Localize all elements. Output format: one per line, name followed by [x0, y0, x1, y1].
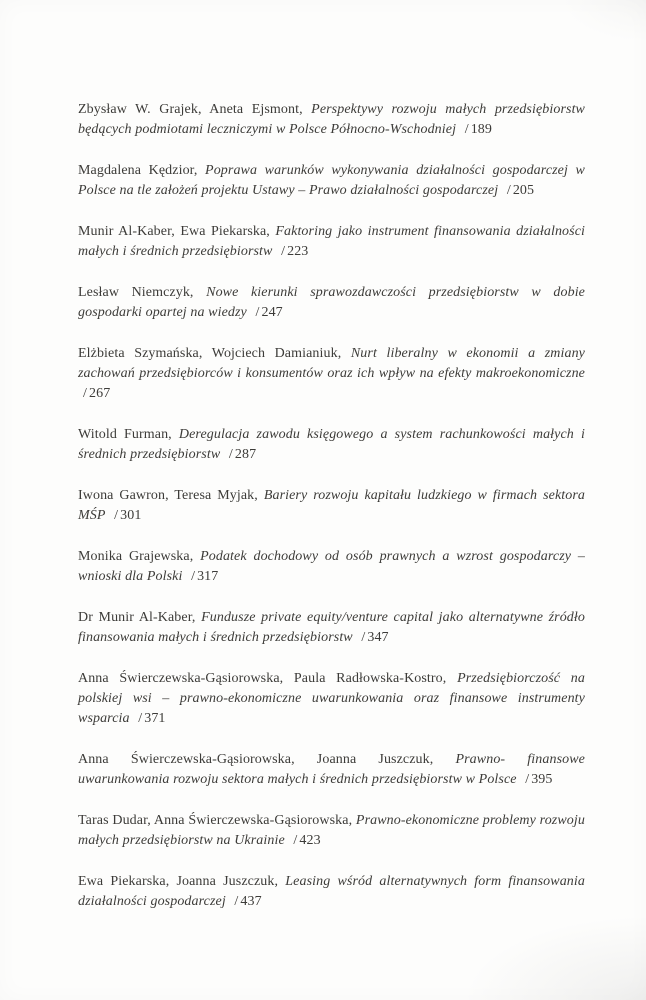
- toc-entry: [78, 222, 585, 262]
- entry-title: Leasing wśród alternatywnych form finansowania działalności gospodarczej: [78, 874, 585, 909]
- entry-authors: Anna Świerczewska-Gąsiorowska, Joanna Juszczuk,: [78, 752, 434, 767]
- entry-title: Fundusze private equity/venture capital jako alternatywne źródło finansowania małych i średnich przedsiębiorstw: [78, 610, 585, 645]
- page-separator-slash: /: [138, 711, 143, 726]
- toc-entry: [78, 486, 585, 526]
- entry-title: Bariery rozwoju kapitału ludzkiego w firmach sektora MŚP: [78, 488, 585, 523]
- entry-authors: Witold Furman,: [78, 427, 172, 442]
- entry-page-ref: [83, 386, 110, 401]
- entry-page-ref: [465, 122, 492, 137]
- toc-entry: [78, 872, 585, 912]
- page-separator-slash: /: [234, 894, 239, 909]
- entry-authors: Taras Dudar, Anna Świerczewska-Gąsiorowska,: [78, 813, 353, 828]
- page-separator-slash: /: [83, 386, 87, 401]
- toc-entry: [78, 608, 585, 648]
- entry-page-ref: [525, 772, 552, 787]
- entry-title: Faktoring jako instrument finansowania działalności małych i średnich przedsiębiorstw: [78, 224, 585, 259]
- entry-page-ref: [234, 894, 261, 909]
- entry-title: Poprawa warunków wykonywania działalności gospodarczej w Polsce na tle założeń projektu Ustawy – Prawo działalności gospodarczej: [78, 163, 585, 198]
- toc-entry: [78, 100, 585, 140]
- toc-entry: [78, 547, 585, 587]
- page-separator-slash: /: [114, 508, 119, 523]
- entry-page-number: 205: [512, 183, 535, 198]
- entry-authors: Iwona Gawron, Teresa Myjak,: [78, 488, 258, 503]
- page-separator-slash: /: [525, 772, 530, 787]
- entry-authors: Ewa Piekarska, Joanna Juszczuk,: [78, 874, 279, 889]
- entry-page-number: 287: [234, 447, 257, 462]
- entry-page-ref: [361, 630, 388, 645]
- entry-page-number: 317: [197, 569, 219, 584]
- page-separator-slash: /: [191, 569, 196, 584]
- page-separator-slash: /: [255, 305, 260, 320]
- entry-page-number: 189: [470, 122, 492, 137]
- entry-page-number: 395: [531, 772, 553, 787]
- entry-title: Deregulacja zawodu księgowego a system rachunkowości małych i średnich przedsiębiorstw: [78, 427, 585, 462]
- entry-authors: Monika Grajewska,: [78, 549, 194, 564]
- entry-page-number: 371: [144, 711, 166, 726]
- toc-entry: [78, 344, 585, 404]
- entry-page-ref: [255, 305, 282, 320]
- page-separator-slash: /: [281, 244, 286, 259]
- entry-title: Prawno- finansowe uwarunkowania rozwoju sektora małych i średnich przedsiębiorstw w Polsce: [78, 752, 585, 787]
- entry-page-number: 267: [89, 386, 111, 401]
- entry-page-ref: [293, 833, 320, 848]
- entry-page-number: 247: [261, 305, 283, 320]
- entry-authors: Anna Świerczewska-Gąsiorowska, Paula Radłowska-Kostro,: [78, 671, 447, 686]
- entry-page-number: 423: [299, 833, 321, 848]
- entry-title: Prawno-ekonomiczne problemy rozwoju małych przedsiębiorstw na Ukrainie: [78, 813, 585, 848]
- entry-page-number: 301: [120, 508, 142, 523]
- entry-title: Przedsiębiorczość na polskiej wsi – prawno-ekonomiczne uwarunkowania oraz finansowe instrumenty wsparcia: [78, 671, 585, 726]
- page-separator-slash: /: [293, 833, 298, 848]
- toc-entry: [78, 425, 585, 465]
- entry-page-number: 437: [240, 894, 262, 909]
- entry-authors: Zbysław W. Grajek, Aneta Ejsmont,: [78, 102, 303, 117]
- entry-authors: Elżbieta Szymańska, Wojciech Damianiuk,: [78, 346, 342, 361]
- toc-entry: [78, 161, 585, 201]
- entry-authors: Magdalena Kędzior,: [78, 163, 198, 178]
- entry-page-ref: [229, 447, 256, 462]
- toc-entry: [78, 750, 585, 790]
- page-separator-slash: /: [361, 630, 366, 645]
- entry-authors: Munir Al-Kaber, Ewa Piekarska,: [78, 224, 270, 239]
- entry-authors: Dr Munir Al-Kaber,: [78, 610, 196, 625]
- entry-title: Nurt liberalny w ekonomii a zmiany zachowań przedsiębiorców i konsumentów oraz ich wpływ na efekty makroekonomiczne: [78, 346, 585, 381]
- entry-page-ref: [507, 183, 534, 198]
- entry-page-number: 223: [287, 244, 309, 259]
- toc-entry: [78, 283, 585, 323]
- entry-page-number: 347: [367, 630, 389, 645]
- entry-page-ref: [138, 711, 165, 726]
- entry-title: Perspektywy rozwoju małych przedsiębiorstw będących podmiotami leczniczymi w Polsce Północno-Wschodniej: [78, 102, 585, 137]
- page-separator-slash: /: [506, 183, 511, 198]
- entry-page-ref: [281, 244, 308, 259]
- page-separator-slash: /: [464, 122, 469, 137]
- entry-title: Podatek dochodowy od osób prawnych a wzrost gospodarczy – wnioski dla Polski: [78, 549, 585, 584]
- entry-title: Nowe kierunki sprawozdawczości przedsiębiorstw w dobie gospodarki opartej na wiedzy: [78, 285, 586, 320]
- toc-entry: [78, 669, 585, 729]
- entry-page-ref: [191, 569, 218, 584]
- entry-page-ref: [114, 508, 141, 523]
- toc-entry: [78, 811, 585, 851]
- page-separator-slash: /: [228, 447, 233, 462]
- entry-authors: Lesław Niemczyk,: [78, 285, 194, 300]
